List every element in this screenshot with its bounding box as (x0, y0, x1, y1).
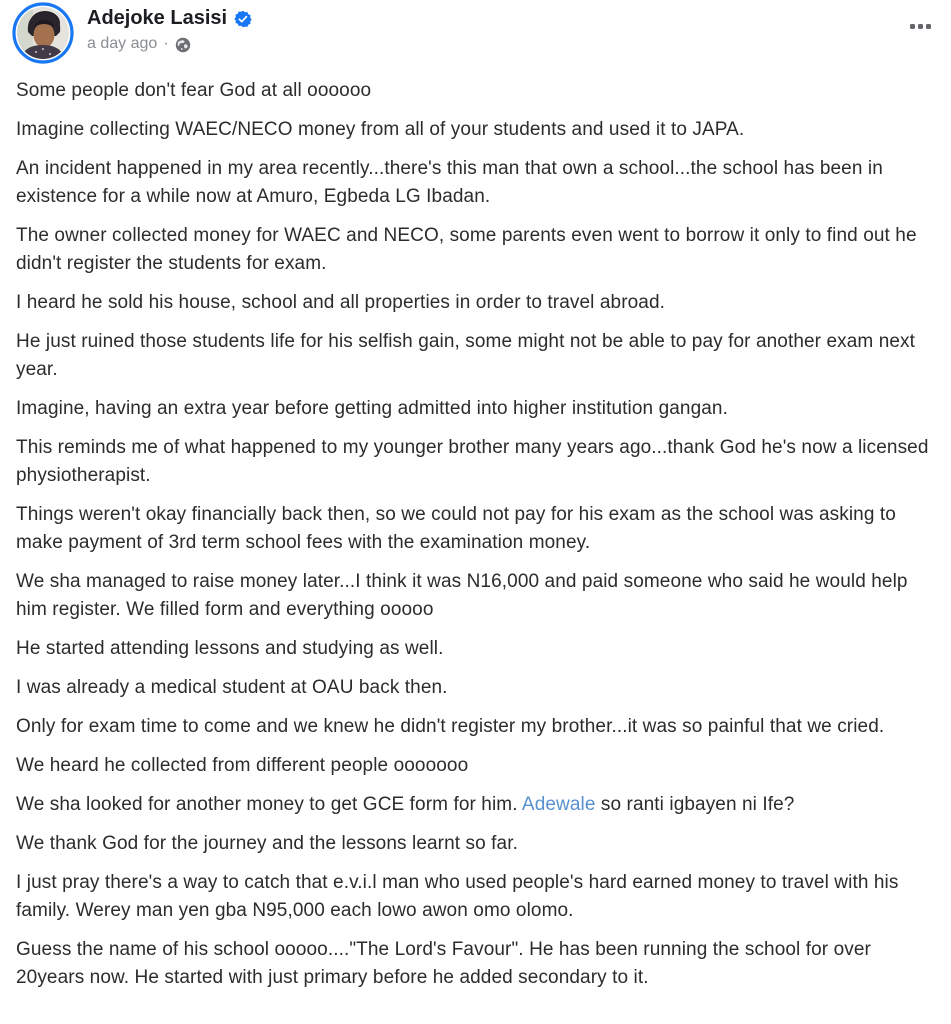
post-paragraph: I was already a medical student at OAU back then. (16, 677, 448, 698)
avatar-photo (12, 2, 74, 64)
author-name[interactable]: Adejoke Lasisi (87, 7, 228, 29)
post-paragraph: Guess the name of his school ooooo...."The Lord's Favour". He has been running the school for over 20years now. He started with just primary before he added secondary to it. (16, 939, 871, 988)
post-paragraph: Only for exam time to come and we knew he didn't register my brother...it was so painful that we cried. (16, 716, 885, 737)
post-paragraph: Imagine, having an extra year before getting admitted into higher institution gangan. (16, 398, 728, 419)
post-paragraph: Imagine collecting WAEC/NECO money from all of your students and used it to JAPA. (16, 119, 745, 140)
post-paragraph: Things weren't okay financially back then, so we could not pay for his exam as the school was asking to make payment of 3rd term school fees with the examination money. (16, 504, 896, 553)
post-body (0, 77, 951, 992)
post-paragraph: An incident happened in my area recently...there's this man that own a school...the school has been in existence for a while now at Amuro, Egbeda LG Ibadan. (16, 158, 883, 207)
globe-icon (175, 37, 191, 53)
post-paragraph-with-mention (16, 791, 935, 819)
post-paragraph: We sha managed to raise money later...I think it was N16,000 and paid someone who said he would help him register. We filled form and everything ooooo (16, 571, 908, 620)
name-row (87, 6, 252, 31)
more-options-icon (918, 24, 923, 29)
post-paragraph: I just pray there's a way to catch that e.v.i.l man who used people's hard earned money to travel with his family. Werey man yen gba N95,000 each lowo awon omo olomo. (16, 872, 899, 921)
meta-separator: · (163, 35, 169, 52)
header-text (87, 2, 252, 54)
meta-row (87, 34, 252, 54)
post-text-segment: We sha looked for another money to get GCE form for him. (16, 794, 522, 815)
more-options-button[interactable] (904, 18, 937, 35)
more-options-icon (926, 24, 931, 29)
post-paragraph: I heard he sold his house, school and all properties in order to travel abroad. (16, 292, 666, 313)
timestamp[interactable]: a day ago (87, 35, 158, 52)
post-header (0, 0, 951, 64)
post-paragraph: He started attending lessons and studying as well. (16, 638, 444, 659)
more-options-icon (910, 24, 915, 29)
avatar[interactable] (12, 2, 74, 64)
post-text-segment: so ranti igbayen ni Ife? (595, 794, 795, 815)
post-paragraph: The owner collected money for WAEC and NECO, some parents even went to borrow it only to find out he didn't register the students for exam. (16, 225, 917, 274)
post-paragraph: This reminds me of what happened to my younger brother many years ago...thank God he's now a licensed physiotherapist. (16, 437, 929, 486)
verified-badge-icon (234, 10, 252, 28)
post-paragraph: We thank God for the journey and the lessons learnt so far. (16, 833, 518, 854)
post-paragraph: We heard he collected from different people ooooooo (16, 755, 469, 776)
mention-link-adewale[interactable]: Adewale (521, 794, 596, 815)
post-paragraph: He just ruined those students life for his selfish gain, some might not be able to pay for another exam next year. (16, 331, 916, 380)
post-paragraph: Some people don't fear God at all oooooo (16, 80, 372, 101)
